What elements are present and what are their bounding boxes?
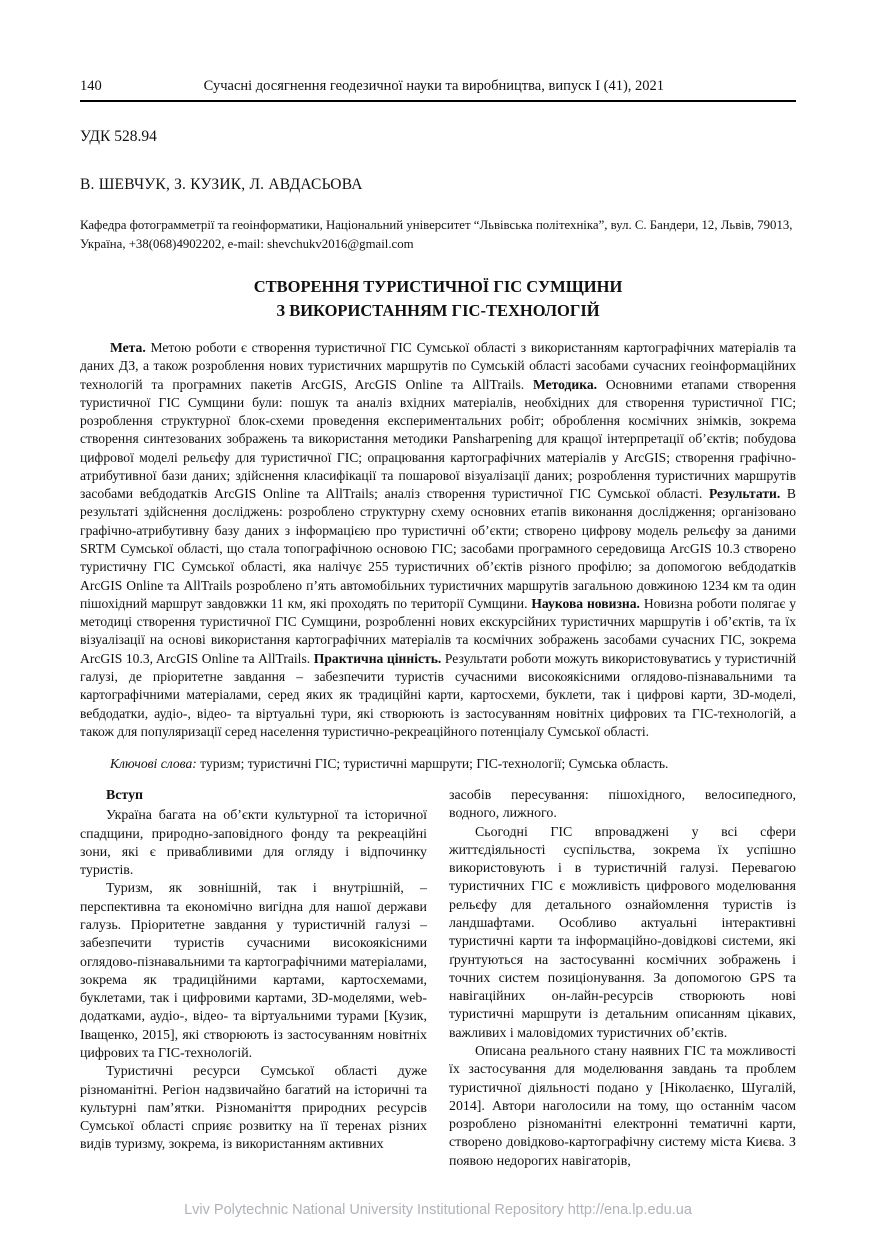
- body-paragraph-continuation: засобів пересування: пішохідного, велосипедного, водного, лижного.: [449, 788, 796, 822]
- abstract-text-meta: Метою роботи є створення туристичної ГІС Сумської області з використанням картографічних матеріалів та даних ДЗ, а також розроблення нових туристичних маршрутів по Сумській області засобами сучасних геоінформаційних технологій та програмних пакетів ArcGIS, ArcGIS Online та AllTrails.: [80, 339, 796, 392]
- journal-header: Сучасні досягнення геодезичної науки та виробництва, випуск І (41), 2021: [203, 78, 665, 94]
- abstract-paragraph: [80, 339, 796, 741]
- abstract-text-practical: Результати роботи можуть використовуватись у туристичній галузі, де пріоритетне завдання – забезпечити туристів сучасними високоякісними оглядово-пізнавальними та картографічними матеріалами, серед яких як традиційні карти, картосхеми, буклети, так і цифрові карти, 3D-моделі, вебдодатки, аудіо-, відео- та віртуальні тури, які створюють із застосуванням новітніх цифрових та ГІС-технологій, а також для популяризації серед населення туристично-рекреаційного потенціалу Сумської області.: [80, 650, 797, 739]
- page-number: 140: [80, 78, 102, 94]
- abstract-label-metodyka: Методика.: [532, 376, 598, 392]
- authors-line: В. ШЕВЧУК, З. КУЗИК, Л. АВДАСЬОВА: [80, 176, 363, 193]
- left-column: [80, 787, 427, 1171]
- article-title: [80, 275, 796, 323]
- udc-code: УДК 528.94: [80, 128, 157, 145]
- abstract-text-novelty: Новизна роботи полягає у методиці створення туристичної ГІС Сумщини, розробленні нових екскурсійних туристичних маршрутів і об’єктів, та їх візуалізації на основі використання картографічних матеріалів та космічних зображень засобами сучасних ГІС, зокрема ArcGIS 10.3, ArcGIS Online та AllTrails.: [80, 595, 796, 666]
- keywords-line: [80, 755, 796, 773]
- body-paragraph: Туризм, як зовнішній, так і внутрішній, – перспективна та економічно вигідна для нашої держави галузь. Пріоритетне завдання у туристичній галузі – забезпечити туристів сучасними високоякісними оглядово-пізнавальними та картографічними матеріалами, зокрема як традиційними картами, картосхемами, буклетами, так і цифровими картами, 3D-моделями, web-додатками, аудіо-, відео- та віртуальними турами [Кузик, Іващенко, 2015], які створюють із застосуванням новітніх цифрових та ГІС-технологій.: [80, 881, 427, 1061]
- body-paragraph: Описана реального стану наявних ГІС та можливості їх застосування для моделювання завдань та проблем туристичної діяльності подано у [Ніколаєнко, Шугалій, 2014]. Автори наголосили на тому, що останнім часом розроблено різноманітні електронні тематичні карти, створено довідково-картографічну систему міста Києва. З появою недорогих навігаторів,: [449, 1043, 796, 1169]
- body-paragraph: Україна багата на об’єкти культурної та історичної спадщини, природно-заповідного фонду та рекреаційні зони, які є привабливими для огляду і відпочинку туристів.: [80, 808, 427, 879]
- body-columns: [80, 787, 796, 1171]
- abstract-text-rezultaty: В результаті здійснення досліджень: розроблено структурну схему основних етапів виконання дослідження; організовано графічно-атрибутивну базу даних з інформацією про туристичні об’єкти; створено цифрову модель рельєфу за даними SRTM Сумської області, що стала топографічною основою ГІС; засобами програмного середовища ArcGIS 10.3 створено туристичну ГІС Сумської області, яка налічує 255 туристичних об’єктів різного профілю; за допомогою вебдодатків ArcGIS Online та AllTrails розроблено п’ять автомобільних туристичних маршрутів загальною довжиною 1234 км та один пішохідний маршрут завдовжки 11 км, які проходять по території Сумщини.: [80, 486, 796, 611]
- abstract-text-metodyka: Основними етапами створення туристичної ГІС Сумщини були: пошук та аналіз вхідних матеріалів, необхідних для створення туристичної ГІС; розроблення структурної блок-схеми проведення експериментальних робіт; оброблення космічних знімків, зокрема створення синтезованих зображень та використання методики Pansharpening для кращої інтерпретації об’єктів; побудова цифрової моделі рельєфу для туристичної ГІС; опрацювання картографічних матеріалів у ArcGIS; створення графічно-атрибутивної бази даних; здійснення класифікації та пошарової візуалізації даних; розроблення туристичних маршрутів засобами вебдодатків ArcGIS Online та AllTrails; аналіз створення туристичної ГІС Сумської області.: [80, 376, 797, 502]
- affiliation: Кафедра фотограмметрії та геоінформатики, Національний університет “Львівська політехніка”, вул. С. Бандери, 12, Львів, 79013, Україна, +38(068)4902202, e-mail: shevchukv2016@gmail.com: [80, 218, 793, 251]
- abstract-label-rezultaty: Результати.: [708, 486, 781, 502]
- body-paragraph: Туристичні ресурси Сумської області дуже різноманітні. Регіон надзвичайно багатий на історичні та культурні пам’ятки. Різноманіття природних ресурсів Сумської області сприяє розвитку на її теренах різних видів туризму, зокрема, із використанням активних: [80, 1064, 427, 1153]
- article-title-line2: З ВИКОРИСТАННЯМ ГІС-ТЕХНОЛОГІЙ: [276, 301, 600, 321]
- right-column: [449, 787, 796, 1171]
- keywords-label: Ключові слова:: [110, 755, 197, 771]
- header-rule: [80, 100, 796, 102]
- abstract-label-practical: Практична цінність.: [313, 650, 442, 666]
- abstract-label-novelty: Наукова новизна.: [531, 595, 640, 611]
- repository-footer: Lviv Polytechnic National University Institutional Repository http://ena.lp.edu.ua: [184, 1202, 692, 1218]
- running-head: [80, 78, 796, 95]
- article-title-line1: СТВОРЕННЯ ТУРИСТИЧНОЇ ГІС СУМЩИНИ: [253, 277, 623, 297]
- intro-heading: Вступ: [106, 788, 144, 803]
- keywords-text: туризм; туристичні ГІС; туристичні маршрути; ГІС-технології; Сумська область.: [196, 755, 669, 771]
- abstract-label-meta: Мета.: [110, 339, 146, 355]
- body-paragraph: Сьогодні ГІС впроваджені у всі сфери життєдіяльності суспільства, зокрема їх успішно використовують і в туристичній галузі. Перевагою туристичних ГІС є можливість цифрового моделювання рельєфу для детального ознайомлення туристів із ландшафтами. Особливо актуальні інтерактивні туристичні карти та інформаційно-довідкові системи, які ґрунтуються на застосуванні космічних зображень і точних систем позиціонування. За допомогою GPS та навігаційних он-лайн-ресурсів створюють нові туристичні маршрути із детальним описанням цікавих, важливих і маловідомих туристичних об’єктів.: [449, 824, 796, 1041]
